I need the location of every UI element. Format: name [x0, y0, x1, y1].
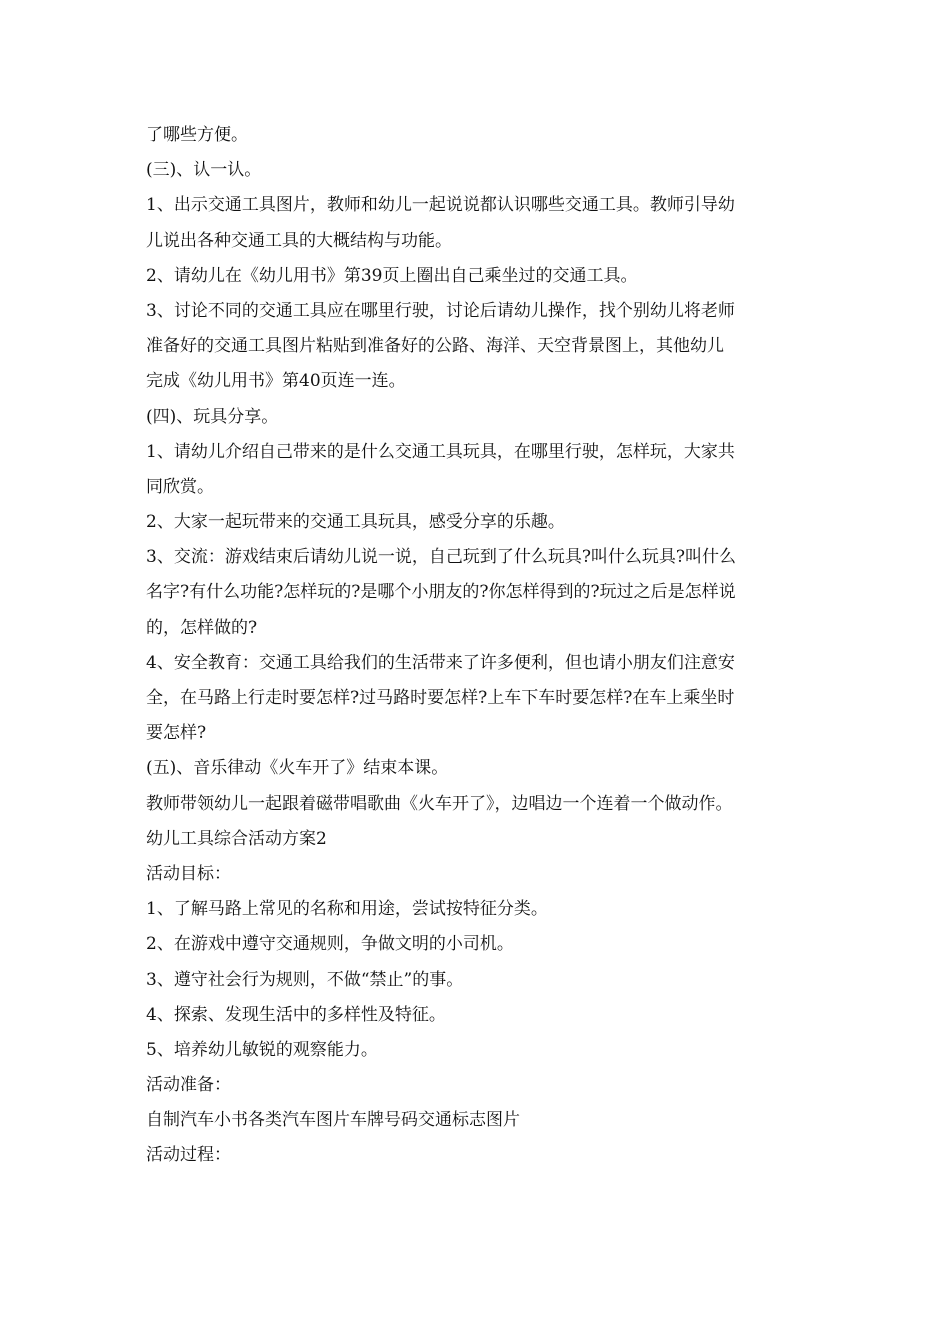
- text-line: 2、在游戏中遵守交通规则，争做文明的小司机。: [146, 934, 514, 955]
- text-line: 的，怎样做的?: [146, 617, 258, 638]
- section-heading: (三)、认一认。: [146, 160, 262, 181]
- text-line: 5、培养幼儿敏锐的观察能力。: [146, 1039, 378, 1060]
- text-line: 4、安全教育：交通工具给我们的生活带来了许多便利，但也请小朋友们注意安: [146, 652, 735, 673]
- text-line: 名字?有什么功能?怎样玩的?是哪个小朋友的?你怎样得到的?玩过之后是怎样说: [146, 582, 736, 603]
- text-line: 儿说出各种交通工具的大概结构与功能。: [146, 230, 452, 251]
- text-line: 2、大家一起玩带来的交通工具玩具，感受分享的乐趣。: [146, 512, 565, 533]
- text-line: 3、交流：游戏结束后请幼儿说一说，自己玩到了什么玩具?叫什么玩具?叫什么: [146, 547, 737, 568]
- text-line: 1、了解马路上常见的名称和用途，尝试按特征分类。: [146, 899, 548, 920]
- text-line: 教师带领幼儿一起跟着磁带唱歌曲《火车开了》，边唱边一个连着一个做动作。: [146, 793, 733, 814]
- plan-title: 幼儿工具综合活动方案2: [146, 828, 327, 849]
- section-heading: 活动目标：: [146, 863, 231, 884]
- text-line: 要怎样?: [146, 723, 207, 744]
- text-line: 自制汽车小书各类汽车图片车牌号码交通标志图片: [146, 1110, 520, 1131]
- text-line: 3、遵守社会行为规则，不做“禁止”的事。: [146, 969, 464, 990]
- text-line: 同欣赏。: [146, 476, 214, 497]
- text-line: 1、出示交通工具图片，教师和幼儿一起说说都认识哪些交通工具。教师引导幼: [146, 195, 735, 216]
- text-line: 全，在马路上行走时要怎样?过马路时要怎样?上车下车时要怎样?在车上乘坐时: [146, 688, 735, 708]
- section-heading: 活动准备：: [146, 1075, 231, 1096]
- document-body: [146, 118, 810, 1174]
- section-heading: (四)、玩具分享。: [146, 406, 279, 427]
- text-line: 了哪些方便。: [146, 125, 248, 145]
- section-heading: 活动过程：: [146, 1145, 231, 1166]
- text-line: 4、探索、发现生活中的多样性及特征。: [146, 1004, 446, 1025]
- text-line: 3、讨论不同的交通工具应在哪里行驶，讨论后请幼儿操作，找个别幼儿将老师: [146, 300, 735, 321]
- text-line: 准备好的交通工具图片粘贴到准备好的公路、海洋、天空背景图上，其他幼儿: [146, 336, 724, 357]
- section-heading: (五)、音乐律动《火车开了》结束本课。: [146, 758, 449, 779]
- text-line: 1、请幼儿介绍自己带来的是什么交通工具玩具，在哪里行驶，怎样玩，大家共: [146, 441, 735, 462]
- text-line: 2、请幼儿在《幼儿用书》第39页上圈出自己乘坐过的交通工具。: [146, 265, 638, 286]
- text-line: 完成《幼儿用书》第40页连一连。: [146, 371, 406, 392]
